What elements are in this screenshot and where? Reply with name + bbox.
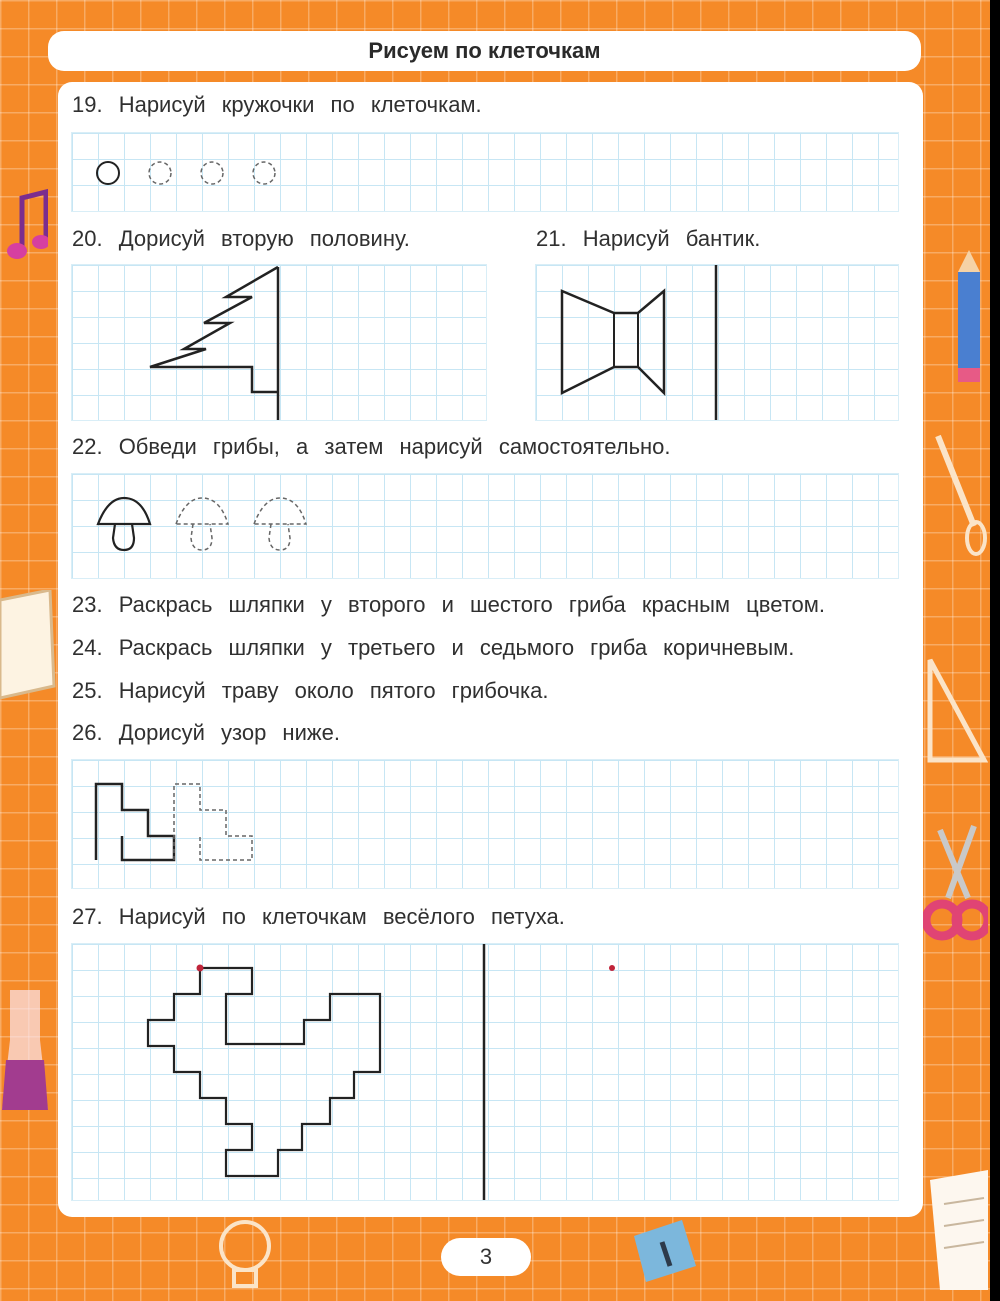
- circle-dashed: [201, 162, 223, 184]
- book-icon: [0, 590, 56, 700]
- circles-drawing: [72, 133, 898, 211]
- task-22-grid: [72, 474, 898, 578]
- mushroom-dashed: [254, 498, 306, 550]
- rooster-outline: [148, 968, 380, 1176]
- start-dot: [197, 965, 204, 972]
- task-20-grid: [72, 265, 486, 420]
- pattern-solid: [96, 784, 174, 860]
- task-19-grid: [72, 133, 898, 211]
- paintbrush-icon: [930, 430, 988, 560]
- task-25-text: 25. Нарисуй траву около пятого грибочка.: [72, 678, 549, 703]
- ruler-icon: [924, 650, 988, 770]
- music-note-icon: [6, 188, 48, 268]
- task-26-grid: [72, 760, 898, 888]
- tree-half-drawing: [72, 265, 486, 420]
- task-27-grid: [72, 944, 898, 1200]
- bow-drawing: [536, 265, 898, 420]
- flask-icon: [0, 990, 50, 1120]
- task-27-text: 27. Нарисуй по клеточкам весёлого петуха.: [72, 904, 565, 929]
- pencil-icon: [952, 250, 986, 390]
- task-21-grid: [536, 265, 898, 420]
- task-20-text: 20. Дорисуй вторую половину.: [72, 226, 410, 251]
- task-23-text: 23. Раскрась шляпки у второго и шестого гриба красным цветом.: [72, 592, 825, 617]
- tree-outline: [150, 267, 278, 392]
- sharpener-icon: [626, 1216, 700, 1288]
- mushroom-dashed: [176, 498, 228, 550]
- rooster-drawing: [72, 944, 898, 1200]
- mushrooms-drawing: [72, 474, 898, 578]
- task-22-text: 22. Обведи грибы, а затем нарисуй самостоятельно.: [72, 434, 671, 459]
- notebook-icon: [922, 1170, 990, 1290]
- circle-dashed: [149, 162, 171, 184]
- task-26-text: 26. Дорисуй узор ниже.: [72, 720, 340, 745]
- circle-dashed: [253, 162, 275, 184]
- task-21-text: 21. Нарисуй бантик.: [536, 226, 761, 251]
- mushroom-solid: [98, 498, 150, 550]
- pattern-dashed: [174, 784, 252, 860]
- circle-solid: [97, 162, 119, 184]
- lightbulb-icon: [210, 1214, 280, 1294]
- pattern-drawing: [72, 760, 898, 888]
- page-number: 3: [441, 1238, 531, 1276]
- scissors-icon: [922, 820, 988, 960]
- task-19-text: 19. Нарисуй кружочки по клеточкам.: [72, 92, 482, 117]
- task-24-text: 24. Раскрась шляпки у третьего и седьмого гриба коричневым.: [72, 635, 795, 660]
- start-dot: [609, 965, 615, 971]
- page-title: Рисуем по клеточкам: [48, 31, 921, 71]
